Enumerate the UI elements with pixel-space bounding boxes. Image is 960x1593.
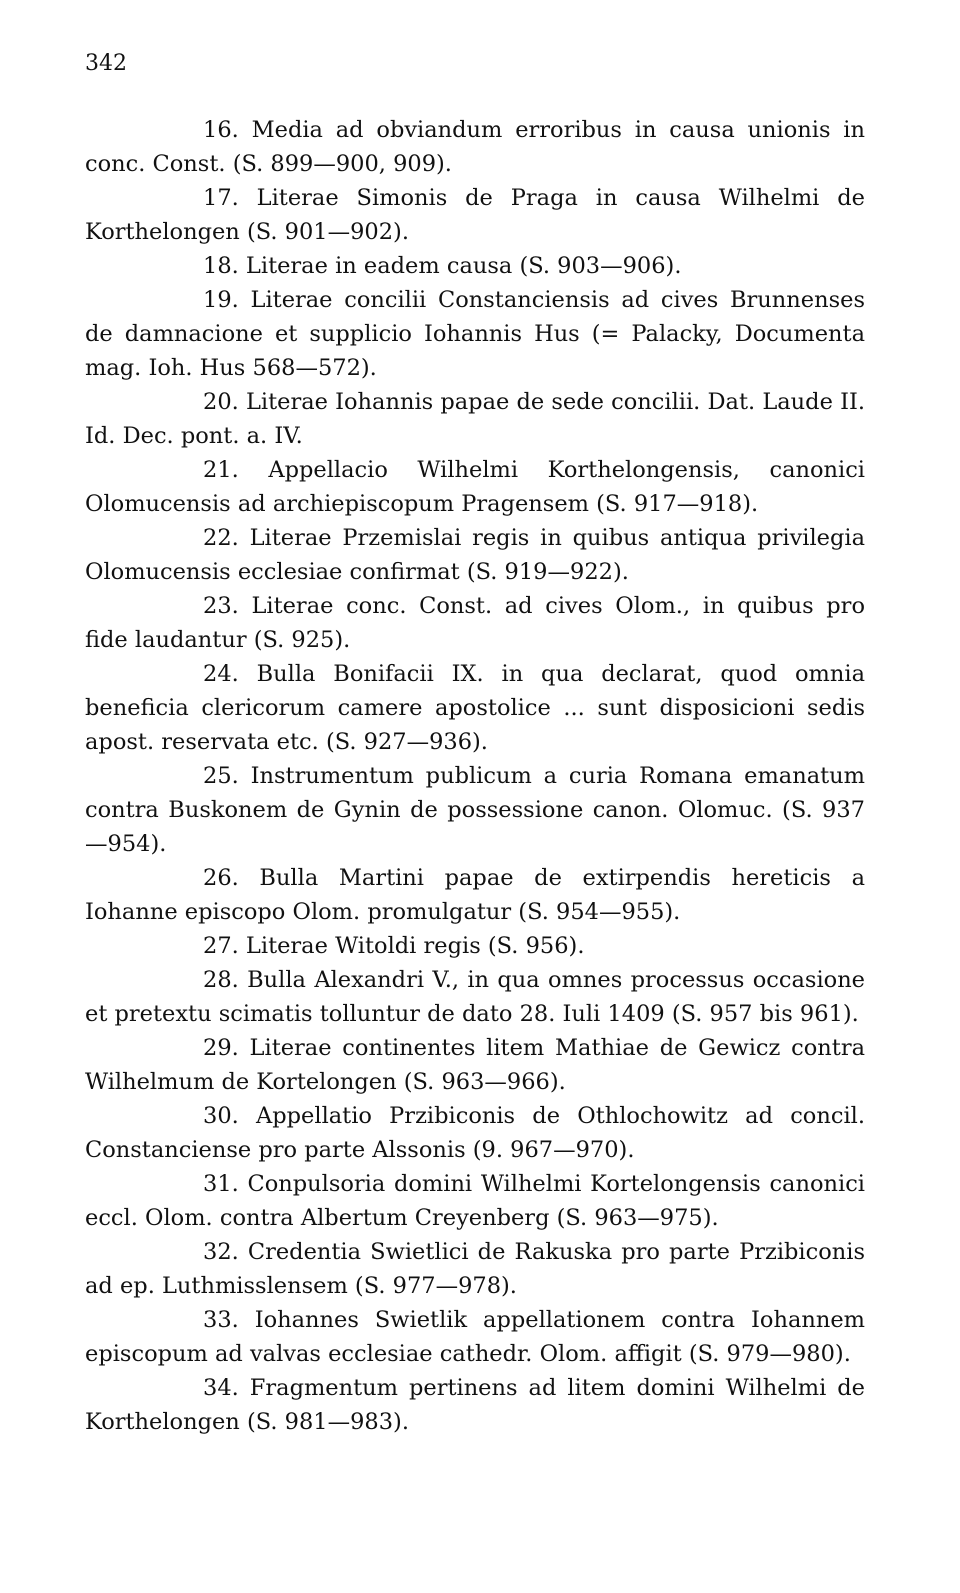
list-item: 17. Literae Simonis de Praga in causa Wilhelmi de Korthelongen (S. 901—902). xyxy=(85,185,865,245)
page-number: 342 xyxy=(85,51,127,76)
list-item: 19. Literae concilii Constanciensis ad cives Brunnenses de damnacione et supplicio Iohannis Hus (= Palacky, Documenta mag. Ioh. Hus 568—572). xyxy=(85,287,865,381)
list-item: 31. Conpulsoria domini Wilhelmi Kortelongensis canonici eccl. Olom. contra Albertum Creyenberg (S. 963—975). xyxy=(85,1171,865,1231)
list-item: 28. Bulla Alexandri V., in qua omnes processus occasione et pretextu scimatis tolluntur de dato 28. Iuli 1409 (S. 957 bis 961). xyxy=(85,967,865,1027)
list-item: 33. Iohannes Swietlik appellationem contra Iohannem episcopum ad valvas ecclesiae cathedr. Olom. affigit (S. 979—980). xyxy=(85,1307,865,1367)
list-item: 16. Media ad obviandum erroribus in causa unionis in conc. Const. (S. 899—900, 909). xyxy=(85,117,865,177)
list-item: 25. Instrumentum publicum a curia Romana emanatum contra Buskonem de Gynin de possessione canon. Olomuc. (S. 937—954). xyxy=(85,763,865,857)
list-item: 34. Fragmentum pertinens ad litem domini Wilhelmi de Korthelongen (S. 981—983). xyxy=(85,1375,865,1435)
list-item: 26. Bulla Martini papae de extirpendis hereticis a Iohanne episcopo Olom. promulgatur (S. 954—955). xyxy=(85,865,865,925)
list-item: 24. Bulla Bonifacii IX. in qua declarat, quod omnia beneficia clericorum camere apostolice ... sunt disposicioni sedis apost. reservata etc. (S. 927—936). xyxy=(85,661,865,755)
list-item: 22. Literae Przemislai regis in quibus antiqua privilegia Olomucensis ecclesiae confirmat (S. 919—922). xyxy=(85,525,865,585)
list-item: 30. Appellatio Przibiconis de Othlochowitz ad concil. Constanciense pro parte Alssonis (9. 967—970). xyxy=(85,1103,865,1163)
list-item: 27. Literae Witoldi regis (S. 956). xyxy=(203,933,585,959)
entry-list xyxy=(85,113,865,1439)
list-item: 29. Literae continentes litem Mathiae de Gewicz contra Wilhelmum de Kortelongen (S. 963—966). xyxy=(85,1035,865,1095)
list-item: 21. Appellacio Wilhelmi Korthelongensis, canonici Olomucensis ad archiepiscopum Pragensem (S. 917—918). xyxy=(85,457,865,517)
list-item: 18. Literae in eadem causa (S. 903—906). xyxy=(203,253,682,279)
list-item: 20. Literae Iohannis papae de sede concilii. Dat. Laude II. Id. Dec. pont. a. IV. xyxy=(85,389,865,449)
list-item: 23. Literae conc. Const. ad cives Olom., in quibus pro fide laudantur (S. 925). xyxy=(85,593,865,653)
list-item: 32. Credentia Swietlici de Rakuska pro parte Przibiconis ad ep. Luthmisslensem (S. 977—978). xyxy=(85,1239,865,1299)
